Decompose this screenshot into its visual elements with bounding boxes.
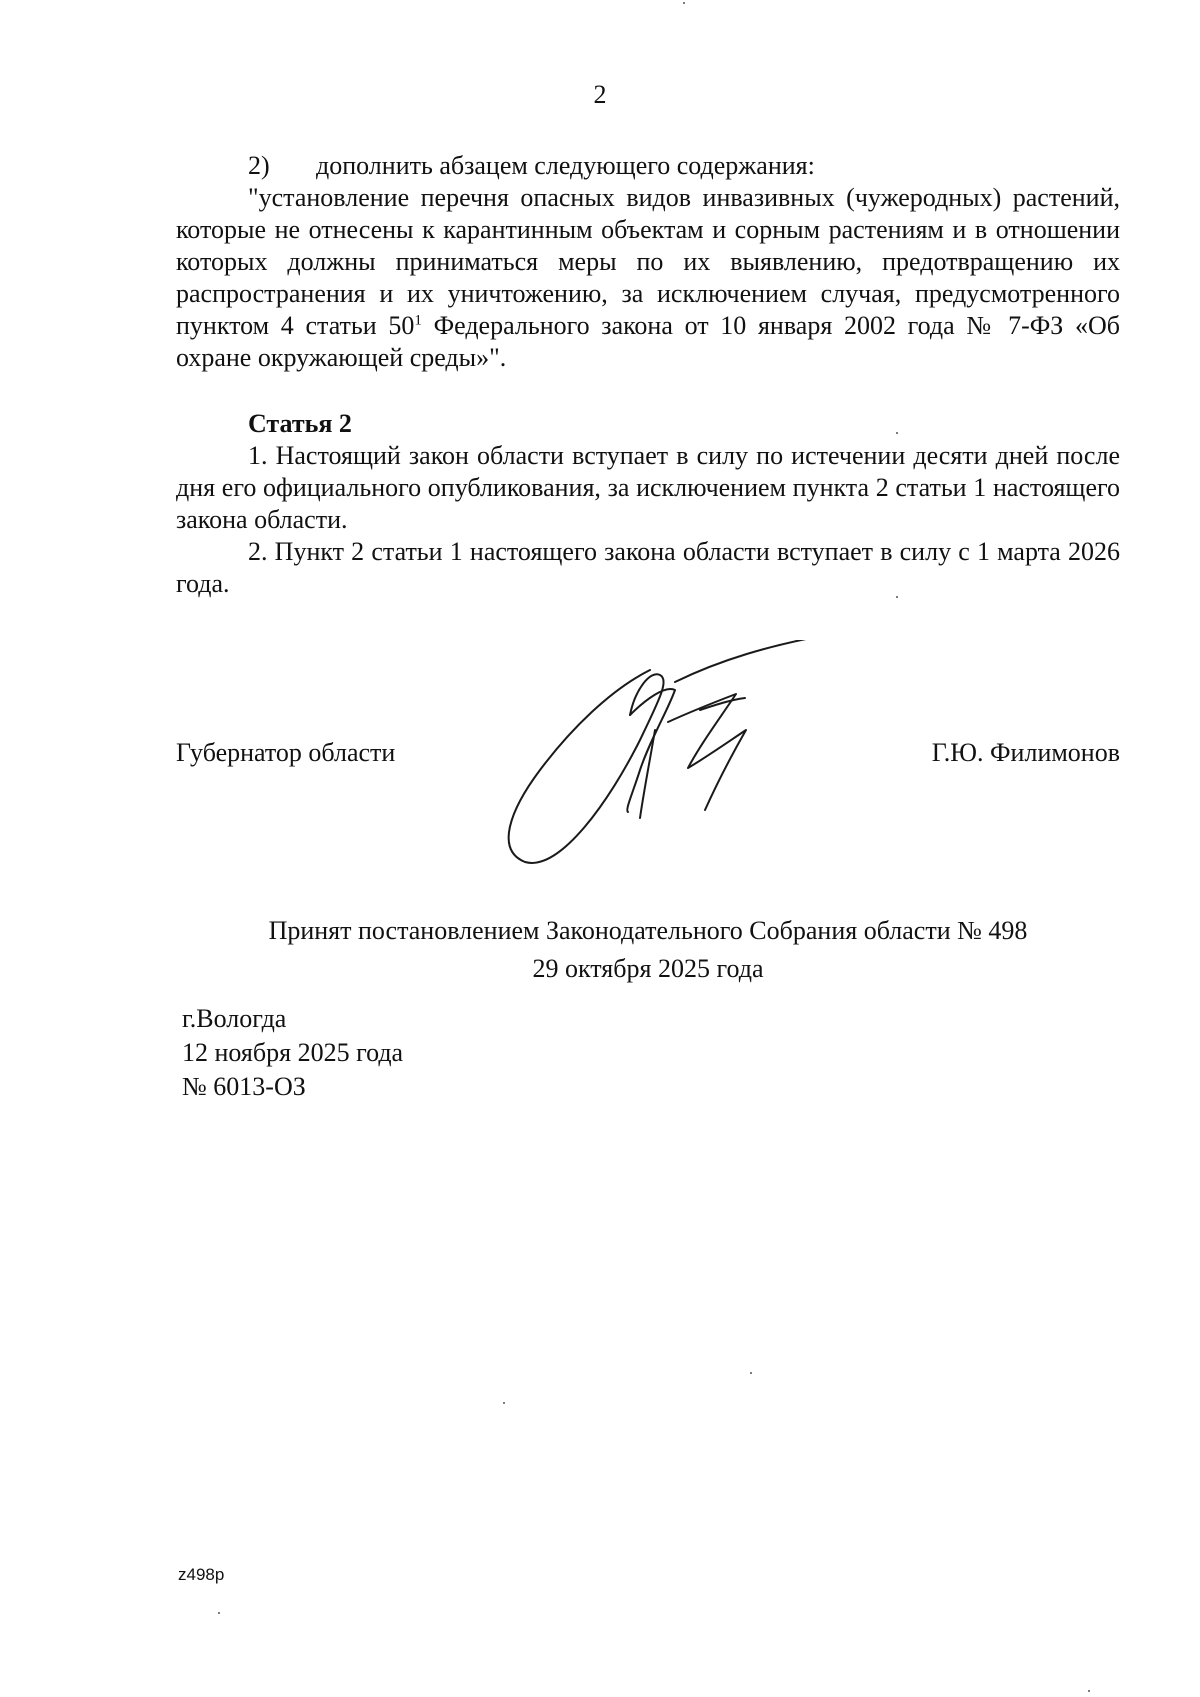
article-heading: Статья 2	[248, 409, 352, 438]
quote-text-end: Федерального закона от 10 января 2002 года № 7-ФЗ «Об охране окружающей среды»".	[176, 311, 1120, 372]
adoption-note	[176, 912, 1120, 988]
quote-superscript: 1	[414, 312, 422, 329]
item-number: 2)	[248, 151, 270, 180]
scan-speck	[683, 2, 685, 4]
signing-date: 12 ноября 2025 года	[182, 1038, 404, 1067]
scan-speck	[896, 432, 898, 434]
article-paragraph-1: 1. Настоящий закон области вступает в силу по истечении десяти дней после дня его официального опубликования, за исключением пункта 2 статьи 1 настоящего закона области.	[176, 441, 1120, 534]
article-2-section	[176, 408, 1120, 600]
amendment-item	[176, 150, 1120, 182]
item-text: дополнить абзацем следующего содержания:	[316, 151, 815, 180]
scan-speck	[218, 1612, 220, 1614]
signer-name: Г.Ю. Филимонов	[931, 738, 1120, 767]
amendment-section	[176, 150, 1120, 374]
quote-text-start: "установление перечня опасных видов инвазивных (чужеродных) растений, которые не отнесены к карантинным объектам и сорным растениям и в отношении которых должны приниматься меры по их выявлению, предотвращению их распространения и их уничтожению, за исключением случая, предусмотренного пунктом 4 статьи 50	[176, 183, 1120, 340]
amendment-quote	[176, 182, 1120, 374]
article-paragraph-2: 2. Пункт 2 статьи 1 настоящего закона области вступает в силу с 1 марта 2026 года.	[176, 537, 1120, 598]
page-number: 2	[593, 80, 607, 109]
law-number: № 6013-ОЗ	[182, 1072, 306, 1101]
scan-speck	[896, 596, 898, 598]
place-date-block	[182, 1002, 403, 1104]
city: г.Вологда	[182, 1004, 287, 1033]
scan-speck	[1088, 1690, 1090, 1692]
signer-position: Губернатор области	[176, 738, 396, 767]
scan-speck	[750, 1372, 752, 1374]
scan-speck	[503, 1402, 505, 1404]
adoption-line-1: Принят постановлением Законодательного Собрания области № 498	[268, 916, 1028, 945]
adoption-line-2: 29 октября 2025 года	[532, 954, 764, 983]
document-code: z498p	[178, 1565, 225, 1584]
handwritten-signature	[500, 640, 860, 880]
